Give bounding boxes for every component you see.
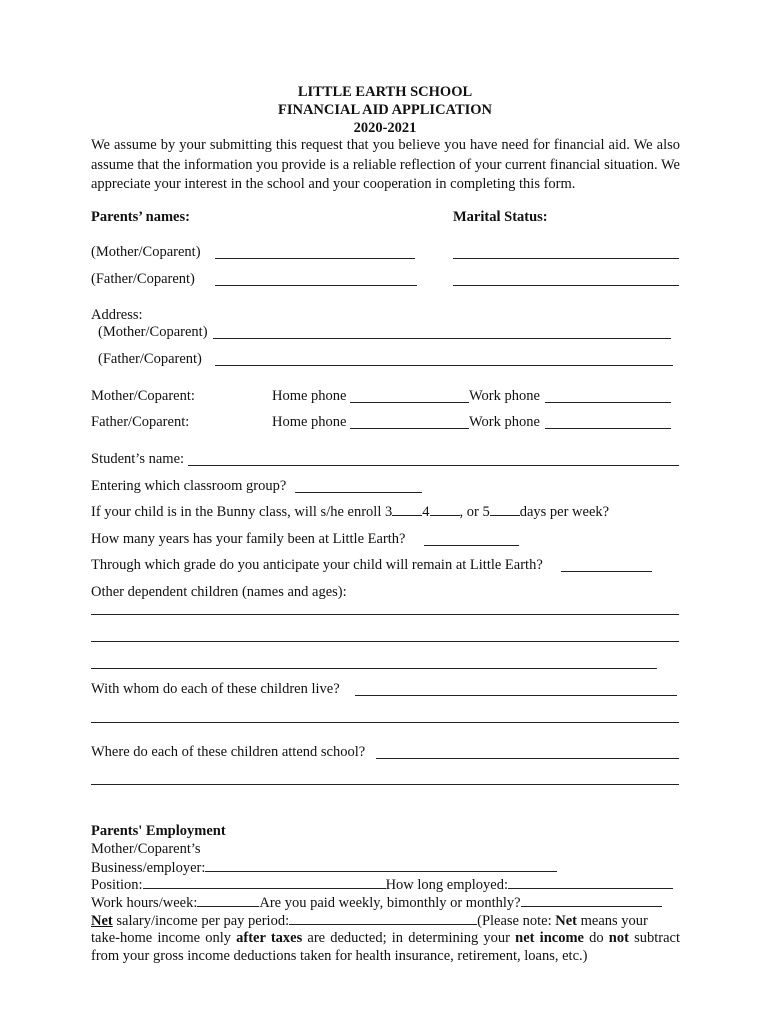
father-work-phone-field[interactable] bbox=[545, 428, 671, 429]
form-title: FINANCIAL AID APPLICATION bbox=[277, 102, 493, 118]
please-note: (Please note: bbox=[477, 912, 556, 929]
student-name-label: Student’s name: bbox=[91, 451, 185, 467]
hours-label: Work hours/week: bbox=[91, 895, 198, 912]
business-field[interactable] bbox=[205, 859, 557, 872]
grade-label: Through which grade do you anticipate your child will remain at Little Earth? bbox=[91, 557, 543, 573]
address-mother-label: (Mother/Coparent) bbox=[98, 324, 208, 340]
net-income-text: net income bbox=[515, 929, 584, 946]
mother-name-field[interactable] bbox=[215, 258, 415, 259]
net-word: Net bbox=[91, 912, 113, 929]
position-label: Position: bbox=[91, 877, 143, 894]
take-home-row bbox=[91, 930, 680, 948]
parents-names-label: Parents’ names: bbox=[91, 209, 190, 225]
address-father-label: (Father/Coparent) bbox=[98, 351, 202, 367]
net-salary-field[interactable] bbox=[289, 912, 477, 925]
subtract-text: subtract bbox=[628, 929, 680, 946]
mother-marital-field[interactable] bbox=[453, 258, 679, 259]
address-father-field[interactable] bbox=[215, 365, 673, 366]
net-word-2: Net bbox=[555, 912, 577, 929]
father-home-phone-field[interactable] bbox=[350, 428, 469, 429]
live-with-label: With whom do each of these children live? bbox=[91, 681, 340, 697]
after-taxes-text: after taxes bbox=[236, 929, 303, 946]
mother-work-phone-field[interactable] bbox=[545, 402, 671, 403]
other-children-line-1[interactable] bbox=[91, 614, 679, 615]
means-your: means your bbox=[576, 912, 648, 929]
other-children-line-3[interactable] bbox=[91, 668, 657, 669]
father-name-field[interactable] bbox=[215, 285, 417, 286]
bunny-question-end: days per week? bbox=[519, 504, 610, 520]
classroom-field[interactable] bbox=[295, 492, 422, 493]
attend-school-field[interactable] bbox=[376, 758, 679, 759]
employment-mother-label: Mother/Coparent’s bbox=[91, 840, 201, 857]
years-label: How many years has your family been at Little Earth? bbox=[91, 531, 406, 547]
grade-field[interactable] bbox=[561, 571, 652, 572]
position-field[interactable] bbox=[143, 876, 386, 889]
not-text: not bbox=[608, 929, 629, 946]
net-salary-label: salary/income per pay period: bbox=[112, 912, 290, 929]
address-mother-field[interactable] bbox=[213, 338, 671, 339]
employment-section bbox=[91, 823, 680, 965]
bunny-5-label: , or 5 bbox=[459, 504, 490, 520]
mother-name-label: (Mother/Coparent) bbox=[91, 244, 201, 260]
deducted-text: are deducted; in determining your bbox=[302, 929, 516, 946]
school-title: LITTLE EARTH SCHOOL bbox=[297, 84, 473, 100]
father-work-phone-label: Work phone bbox=[469, 414, 540, 430]
father-phone-label: Father/Coparent: bbox=[91, 414, 190, 430]
business-row bbox=[91, 859, 680, 877]
mother-phone-label: Mother/Coparent: bbox=[91, 388, 195, 404]
hours-row bbox=[91, 894, 680, 912]
other-children-label: Other dependent children (names and ages): bbox=[91, 584, 347, 600]
years-field[interactable] bbox=[424, 545, 519, 546]
address-label: Address: bbox=[91, 307, 143, 323]
net-salary-row bbox=[91, 912, 680, 930]
do-text: do bbox=[583, 929, 609, 946]
how-long-field[interactable] bbox=[508, 876, 673, 889]
employment-heading: Parents' Employment bbox=[91, 823, 226, 839]
how-long-label: How long employed: bbox=[385, 877, 509, 894]
mother-home-phone-label: Home phone bbox=[272, 388, 347, 404]
form-year: 2020-2021 bbox=[353, 120, 417, 136]
attend-school-line-2[interactable] bbox=[91, 784, 679, 785]
bunny-question-start: If your child is in the Bunny class, will s/he enroll 3 bbox=[91, 504, 393, 520]
bunny-4-days-field[interactable] bbox=[430, 503, 460, 516]
intro-paragraph: We assume by your submitting this request that you believe you have need for financial aid. We also assume that the information you provide is a reliable reflection of your current financial situation. We appreciate your interest in the school and your cooperation in completing this form. bbox=[91, 137, 680, 192]
bunny-5-days-field[interactable] bbox=[490, 503, 520, 516]
marital-status-label: Marital Status: bbox=[453, 209, 548, 225]
position-row bbox=[91, 876, 680, 894]
live-with-line-2[interactable] bbox=[91, 722, 679, 723]
paid-frequency-label: Are you paid weekly, bimonthly or monthly? bbox=[259, 895, 521, 912]
classroom-label: Entering which classroom group? bbox=[91, 478, 287, 494]
other-children-line-2[interactable] bbox=[91, 641, 679, 642]
attend-school-label: Where do each of these children attend school? bbox=[91, 744, 366, 760]
bunny-3-days-field[interactable] bbox=[392, 503, 422, 516]
mother-work-phone-label: Work phone bbox=[469, 388, 540, 404]
live-with-field[interactable] bbox=[355, 695, 677, 696]
bunny-class-question bbox=[91, 503, 609, 521]
take-home-text: take-home income only bbox=[91, 929, 237, 946]
business-label: Business/employer: bbox=[91, 859, 206, 876]
father-marital-field[interactable] bbox=[453, 285, 679, 286]
bunny-4-label: 4 bbox=[422, 504, 430, 520]
student-name-field[interactable] bbox=[188, 465, 679, 466]
father-home-phone-label: Home phone bbox=[272, 414, 347, 430]
paid-frequency-field[interactable] bbox=[521, 894, 662, 907]
deductions-note: from your gross income deductions taken for health insurance, retirement, loans, etc.) bbox=[91, 947, 588, 964]
mother-home-phone-field[interactable] bbox=[350, 402, 469, 403]
father-name-label: (Father/Coparent) bbox=[91, 271, 195, 287]
hours-field[interactable] bbox=[197, 894, 259, 907]
